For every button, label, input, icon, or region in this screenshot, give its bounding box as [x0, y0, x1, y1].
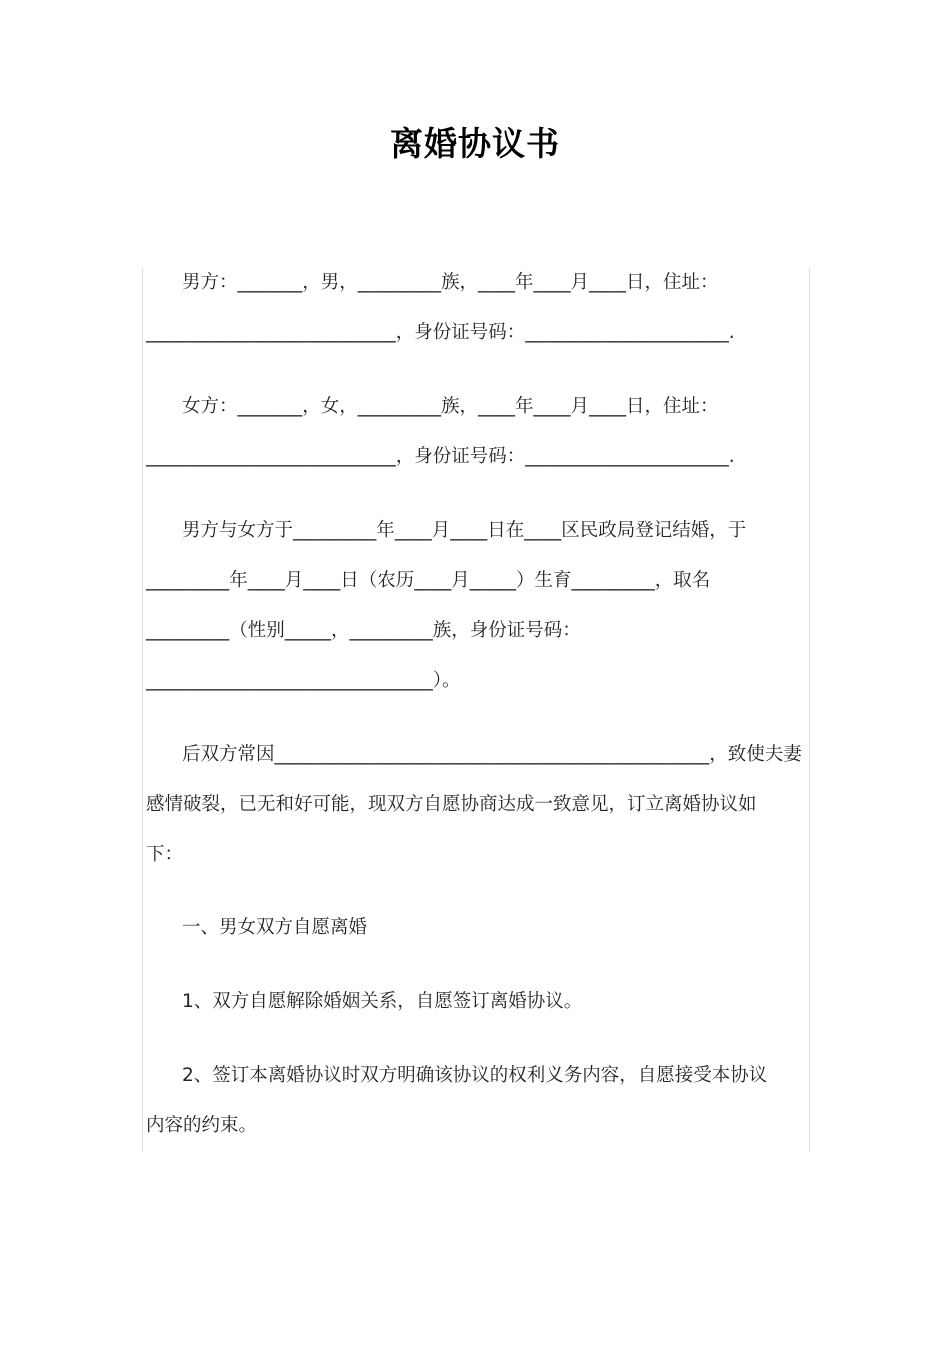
male-address-id-line: ___________________________，身份证号码：______________________. [146, 322, 735, 343]
clause-1: 1、双方自愿解除婚姻关系，自愿签订离婚协议。 [182, 991, 583, 1012]
child-id-line: _______________________________）。 [146, 670, 461, 691]
reason-line: 后双方常因_______________________________________________，致使夫妻 [182, 744, 802, 765]
marriage-registration-line: 男方与女方于_________年____月____日在____区民政局登记结婚，于 [182, 520, 747, 541]
child-info-line: _________（性别_____，_________族，身份证号码： [146, 620, 581, 641]
male-party-line: 男方：_______，男，_________族，____年____月____日，住址： [182, 272, 719, 293]
reason-end-line: 下： [146, 844, 184, 865]
female-address-id-line: ___________________________，身份证号码：______________________. [146, 446, 735, 467]
female-party-line: 女方：_______，女，_________族，____年____月____日，住址： [182, 396, 719, 417]
clause-2-continued: 内容的约束。 [146, 1115, 258, 1136]
section-heading-1: 一、男女双方自愿离婚 [182, 917, 368, 938]
frame-left-border [142, 268, 143, 1152]
reason-continued-line: 感情破裂，已无和好可能，现双方自愿协商达成一致意见，订立离婚协议如 [146, 794, 757, 815]
clause-2: 2、签订本离婚协议时双方明确该协议的权利义务内容，自愿接受本协议 [182, 1065, 768, 1086]
document-title: 离婚协议书 [390, 124, 560, 163]
child-birth-line: _________年____月____日（农历____月_____）生育_________，取名 [146, 570, 711, 591]
frame-right-border [809, 268, 810, 1152]
